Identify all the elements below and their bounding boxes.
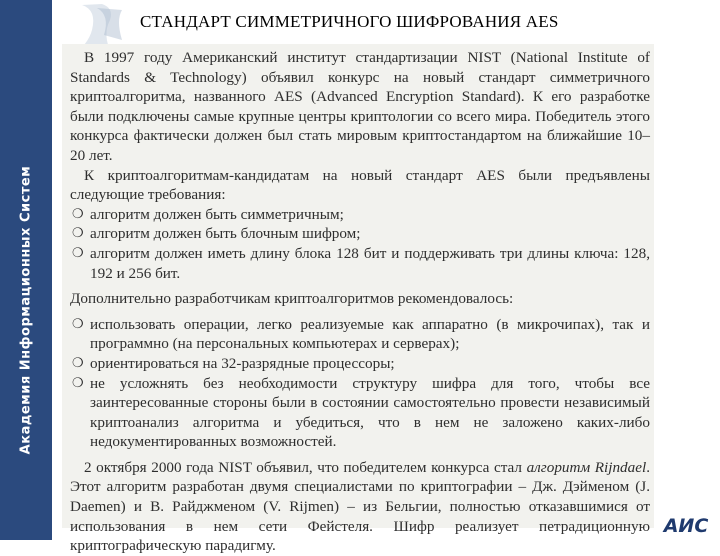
paragraph-requirements-intro: К криптоалгоритмам-кандидатам на новый стандарт AES были предъявлены следующие требования: [70, 166, 650, 204]
circle-bullet-icon: ❍ [72, 316, 84, 332]
list-item: ❍ алгоритм должен иметь длину блока 128 бит и поддерживать три длины ключа: 128, 192 и 256 бит. [72, 244, 650, 282]
circle-bullet-icon: ❍ [72, 375, 84, 391]
recommendations-list [70, 315, 650, 452]
list-item: ❍ использовать операции, легко реализуемые как аппаратно (в микрочипах), так и программно (на персональных компьютерах и серверах); [72, 315, 650, 353]
sidebar [0, 0, 52, 540]
circle-bullet-icon: ❍ [72, 245, 84, 261]
list-item: ❍ ориентироваться на 32-разрядные процессоры; [72, 354, 395, 372]
paragraph-intro: В 1997 году Американский институт стандартизации NIST (National Institute of Standards & Technology) объявил конкурс на новый стандарт симметричного криптоалгоритма, названного AES (Advanced Encryption Standard). К его разработке были подключены самые крупные центры криптологии со всего мира. Победитель этого конкурса фактически должен был стать мировым криптостандартом на ближайшие 10–20 лет. [70, 49, 650, 164]
circle-bullet-icon: ❍ [72, 206, 84, 222]
circle-bullet-icon: ❍ [72, 355, 84, 371]
academy-logo-icon [656, 514, 716, 536]
list-item: ❍ алгоритм должен быть блочным шифром; [72, 225, 361, 243]
paragraph-conclusion: 2 октября 2000 года NIST объявил, что победителем конкурса стал алгоритм Rijndael. Этот алгоритм разработан двумя специалистами по криптографии – Дж. Дэйменом (J. Daemen) и В. Райджменом (V. Rijmen) – из Бельгии, полностью отказавшимися от использования в нем сети Фейстеля. Шифр реализует петрадиционную криптографическую парадигму. [70, 458, 650, 555]
list-item: ❍ алгоритм должен быть симметричным; [72, 205, 344, 223]
sidebar-caption: Академия Информационных Систем [18, 165, 34, 455]
svg-text:АИС: АИС [663, 515, 709, 537]
list-item: ❍ не усложнять без необходимости структуру шифра для того, чтобы все заинтересованные стороны были в состоянии самостоятельно провести независимый криптоанализ алгоритма и убедиться, что в нем не заложено каких-либо недокументированных возможностей. [72, 374, 650, 451]
slide-title: СТАНДАРТ СИММЕТРИЧНОГО ШИФРОВАНИЯ AES [140, 12, 559, 31]
paragraph-recommendations-intro: Дополнительно разработчикам криптоалгоритмов рекомендовалось: [70, 290, 514, 308]
scanned-text-page [62, 44, 654, 555]
circle-bullet-icon: ❍ [72, 226, 84, 242]
requirements-list [70, 205, 650, 283]
